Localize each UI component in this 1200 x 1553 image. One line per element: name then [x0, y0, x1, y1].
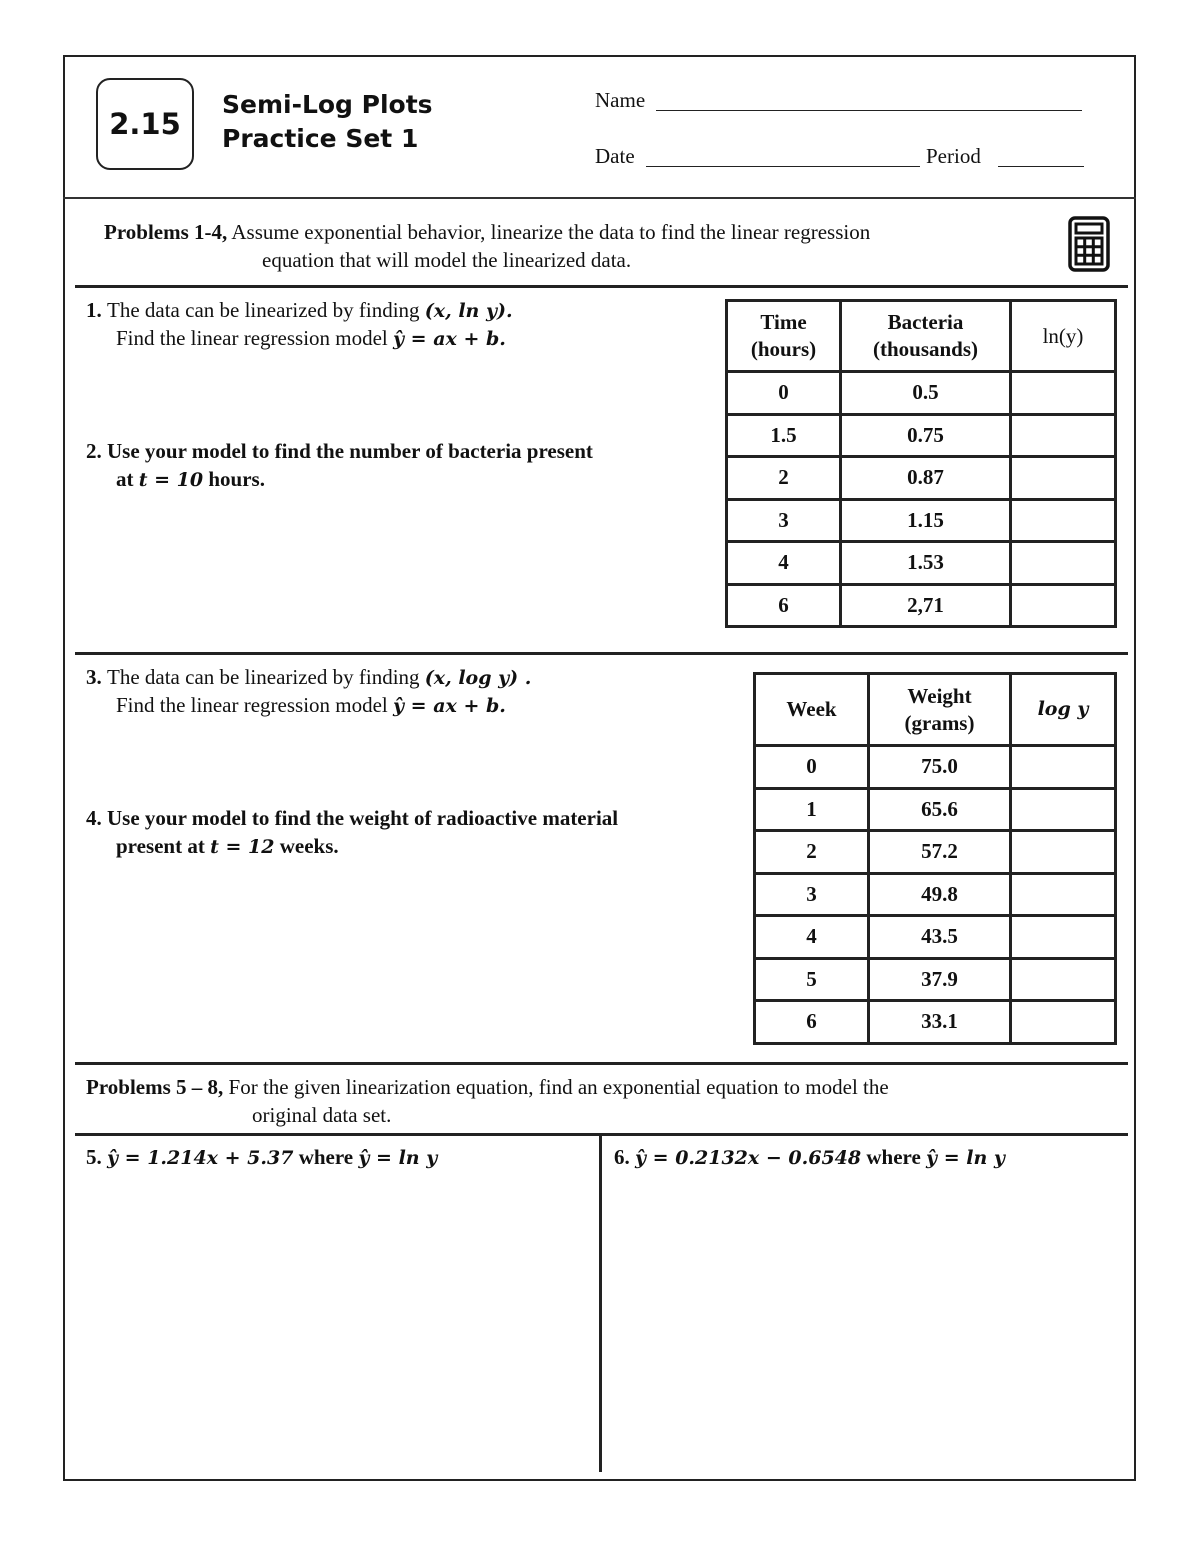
table2-header-logy [1011, 674, 1116, 746]
period-blank[interactable] [998, 166, 1084, 167]
problem-1-number: 1. [86, 298, 102, 322]
table2-cell: 57.2 [869, 831, 1011, 874]
lesson-number-badge [96, 78, 194, 170]
date-blank[interactable] [646, 166, 920, 167]
table1-header-lny [1011, 301, 1116, 372]
table1-row [727, 372, 1116, 415]
problem-1 [86, 296, 513, 325]
section-divider-2 [75, 652, 1128, 655]
table1-cell: 3 [727, 499, 841, 542]
table2-header-weight-line2: (grams) [904, 710, 975, 735]
table2-cell: 65.6 [869, 788, 1011, 831]
title-line-2: Practice Set 1 [222, 124, 419, 153]
table1-answer-cell[interactable] [1011, 414, 1116, 457]
table1-cell: 0.75 [841, 414, 1011, 457]
table2-cell: 37.9 [869, 958, 1011, 1001]
problem-1-line2 [116, 324, 506, 353]
table1-cell: 2,71 [841, 584, 1011, 627]
table1-header-bacteria [841, 301, 1011, 372]
section-divider-3 [75, 1062, 1128, 1065]
table2-row [755, 746, 1116, 789]
problem-3-math: (x, log y) . [424, 667, 532, 689]
table1-cell: 0 [727, 372, 841, 415]
table2-body [755, 746, 1116, 1044]
problem-2-line2-math: t = 10 [138, 469, 204, 491]
section1-heading-bold: Problems 1-4, [104, 220, 228, 244]
bacteria-table [725, 299, 1117, 628]
table2-cell: 43.5 [869, 916, 1011, 959]
problem-5-equation: ŷ = 1.214x + 5.37 [107, 1147, 294, 1169]
problem-4 [86, 804, 618, 832]
problem-2-line2-post: hours. [203, 467, 265, 491]
problem-4-line2-post: weeks. [274, 834, 339, 858]
table2-cell: 2 [755, 831, 869, 874]
problem-1-line2-math: ŷ = ax + b. [393, 328, 506, 350]
problem-6-definition: ŷ = ln y [926, 1147, 1005, 1169]
table2-answer-cell[interactable] [1011, 746, 1116, 789]
table1-answer-cell[interactable] [1011, 499, 1116, 542]
problem-2-line2-pre: at [116, 467, 139, 491]
table1-body [727, 372, 1116, 627]
section2-heading-line2: original data set. [252, 1103, 392, 1127]
table2-row [755, 873, 1116, 916]
section1-divider [75, 285, 1128, 288]
header-divider [63, 197, 1136, 199]
problem-1-math: (x, ln y). [424, 300, 513, 322]
table1-answer-cell[interactable] [1011, 584, 1116, 627]
name-blank[interactable] [656, 110, 1082, 111]
problem-6 [614, 1143, 1005, 1172]
problem-6-work-area[interactable] [610, 1180, 1125, 1465]
section2-heading [86, 1073, 1086, 1101]
table2-row [755, 831, 1116, 874]
problem-2-text: Use your model to find the number of bacteria present [107, 439, 593, 463]
table2-row [755, 1001, 1116, 1044]
name-label: Name [595, 88, 646, 112]
table2-answer-cell[interactable] [1011, 1001, 1116, 1044]
problem-4-number: 4. [86, 806, 102, 830]
problem-5-where: where [293, 1145, 359, 1169]
problem-2-number: 2. [86, 439, 102, 463]
table2-header-logy-label: log y [1037, 698, 1089, 720]
table1-header-lny-label: ln(y) [1042, 323, 1084, 348]
table2-answer-cell[interactable] [1011, 958, 1116, 1001]
problem-2 [86, 437, 593, 465]
table2-row [755, 788, 1116, 831]
section2-heading-text: For the given linearization equation, find an exponential equation to model the [228, 1075, 889, 1099]
table2-answer-cell[interactable] [1011, 788, 1116, 831]
table1-row [727, 542, 1116, 585]
table1-header-bacteria-line1: Bacteria [887, 310, 964, 334]
problem-5-number: 5. [86, 1145, 102, 1169]
table2-header-weight [869, 674, 1011, 746]
problem-6-number: 6. [614, 1145, 630, 1169]
problem-6-where: where [861, 1145, 927, 1169]
table2-cell: 0 [755, 746, 869, 789]
problem-3-text: The data can be linearized by finding [107, 665, 425, 689]
date-label: Date [595, 144, 635, 168]
table1-cell: 0.5 [841, 372, 1011, 415]
table2-cell: 3 [755, 873, 869, 916]
problem-2-line2 [116, 465, 265, 494]
weight-table [753, 672, 1117, 1045]
problem-6-equation: ŷ = 0.2132x − 0.6548 [635, 1147, 862, 1169]
table1-answer-cell[interactable] [1011, 372, 1116, 415]
problem-3-line2-math: ŷ = ax + b. [393, 695, 506, 717]
table1-row [727, 584, 1116, 627]
table2-header-weight-line1: Weight [907, 683, 972, 708]
problem-1-text: The data can be linearized by finding [107, 298, 425, 322]
table2-header-week [755, 674, 869, 746]
table2-cell: 6 [755, 1001, 869, 1044]
table1-cell: 2 [727, 457, 841, 500]
calculator-icon [1068, 216, 1110, 272]
table1-answer-cell[interactable] [1011, 457, 1116, 500]
section2-heading-bold: Problems 5 – 8, [86, 1075, 224, 1099]
problem-3-line2 [116, 691, 506, 720]
table1-cell: 1.5 [727, 414, 841, 457]
problem-5-work-area[interactable] [75, 1180, 590, 1465]
table1-cell: 6 [727, 584, 841, 627]
problem-4-text: Use your model to find the weight of radioactive material [107, 806, 619, 830]
table2-cell: 5 [755, 958, 869, 1001]
table2-header-week-label: Week [786, 697, 837, 721]
table2-row [755, 958, 1116, 1001]
table1-header-time-line1: Time [760, 310, 807, 334]
table1-header-time-line2: (hours) [750, 337, 817, 361]
table2-answer-cell[interactable] [1011, 873, 1116, 916]
column-divider [599, 1134, 602, 1472]
problem-3-line2-text: Find the linear regression model [116, 693, 394, 717]
table1-row [727, 499, 1116, 542]
problem-3-number: 3. [86, 665, 102, 689]
table1-cell: 0.87 [841, 457, 1011, 500]
problem-1-line2-text: Find the linear regression model [116, 326, 394, 350]
table1-header-bacteria-line2: (thousands) [872, 337, 979, 361]
section1-heading [104, 218, 1044, 246]
table2-answer-cell[interactable] [1011, 831, 1116, 874]
table1-header-time [727, 301, 841, 372]
problem-5 [86, 1143, 437, 1172]
problem-4-line2 [116, 832, 339, 861]
lesson-number: 2.15 [109, 107, 181, 141]
table1-cell: 1.15 [841, 499, 1011, 542]
problem-3 [86, 663, 531, 692]
table2-cell: 33.1 [869, 1001, 1011, 1044]
section1-heading-line2: equation that will model the linearized data. [262, 248, 632, 272]
table1-cell: 4 [727, 542, 841, 585]
table1-cell: 1.53 [841, 542, 1011, 585]
problem-4-line2-math: t = 12 [210, 836, 275, 858]
table2-answer-cell[interactable] [1011, 916, 1116, 959]
table1-row [727, 457, 1116, 500]
section1-heading-text: Assume exponential behavior, linearize the data to find the linear regression [231, 220, 871, 244]
table2-row [755, 916, 1116, 959]
table1-row [727, 414, 1116, 457]
problem-4-line2-pre: present at [116, 834, 211, 858]
table2-cell: 49.8 [869, 873, 1011, 916]
period-label: Period [926, 144, 981, 168]
table2-cell: 1 [755, 788, 869, 831]
title-line-1: Semi-Log Plots [222, 90, 433, 119]
problem-5-definition: ŷ = ln y [358, 1147, 438, 1169]
table1-answer-cell[interactable] [1011, 542, 1116, 585]
table2-cell: 75.0 [869, 746, 1011, 789]
table2-cell: 4 [755, 916, 869, 959]
